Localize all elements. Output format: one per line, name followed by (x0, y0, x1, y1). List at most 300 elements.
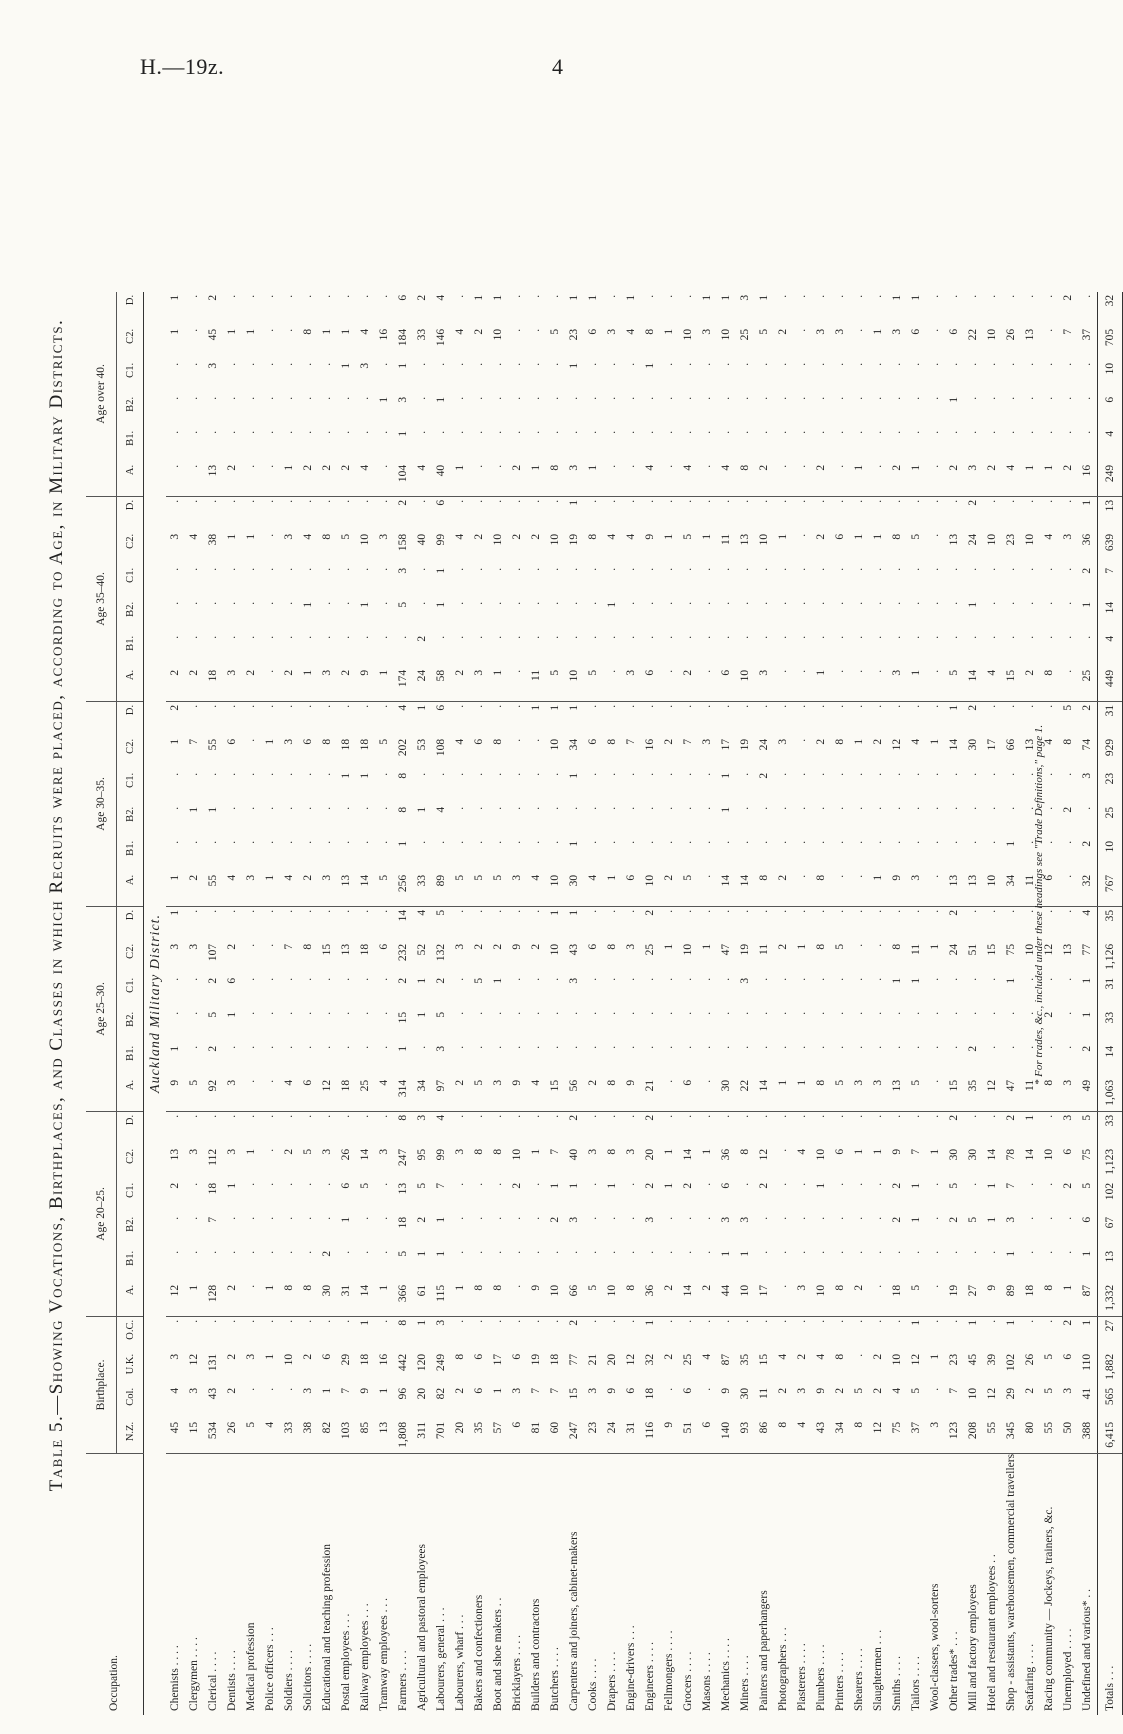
value-cell: . (777, 567, 789, 571)
value-cell: . (1024, 362, 1036, 366)
value-cell: 4 (416, 909, 428, 916)
value-cell: 12 (983, 1077, 1002, 1112)
value-cell: . (1062, 396, 1074, 400)
value-cell: . (872, 1216, 884, 1220)
value-cell: 81 (527, 1419, 546, 1454)
value-cell: 5 (416, 1182, 428, 1189)
value-cell: . (891, 362, 903, 366)
value-cell: . (853, 909, 865, 913)
value-cell: . (625, 635, 637, 639)
value-cell: 1 (397, 430, 409, 437)
value-cell: 2 (774, 872, 793, 907)
value-cell: . (853, 328, 865, 332)
value-cell: . (1043, 601, 1055, 605)
value-cell: . (1062, 362, 1074, 366)
value-cell: . (815, 601, 827, 605)
value-cell: . (967, 396, 979, 400)
value-cell: . (834, 567, 846, 571)
value-cell: 74 (1081, 738, 1093, 751)
value-cell: . (549, 294, 561, 298)
value-cell: . (530, 806, 542, 810)
value-cell: . (264, 1319, 276, 1323)
value-cell: . (929, 567, 941, 571)
occupation-cell: Soldiers . . . . (280, 1453, 299, 1715)
value-cell: 9 (606, 1387, 618, 1394)
value-cell: 1 (245, 533, 257, 540)
value-cell: . (169, 1216, 181, 1220)
value-cell: . (473, 1216, 485, 1220)
value-cell: 1 (663, 533, 675, 540)
value-cell: 1 (568, 840, 580, 847)
value-cell: 4 (280, 1077, 299, 1112)
value-cell: . (359, 977, 371, 981)
value-cell: . (853, 1353, 865, 1357)
value-cell: 6 (299, 1077, 318, 1112)
value-cell: 1 (527, 462, 546, 497)
value-cell: . (226, 499, 238, 503)
value-cell: . (188, 1011, 200, 1015)
occupation-cell: Painters and paperhangers (755, 1453, 774, 1715)
value-cell: 66 (565, 1282, 584, 1317)
value-cell: 2 (207, 294, 219, 301)
value-cell: . (264, 396, 276, 400)
value-cell: 4 (435, 1114, 447, 1121)
value-cell: 8 (1040, 667, 1059, 702)
value-cell: 21 (587, 1353, 599, 1366)
value-cell: . (1024, 1182, 1036, 1186)
value-cell: . (815, 499, 827, 503)
value-cell: . (986, 567, 998, 571)
value-cell: . (283, 1045, 295, 1049)
value-cell: . (207, 430, 219, 434)
value-cell: . (1043, 567, 1055, 571)
value-cell: 6 (679, 1077, 698, 1112)
value-cell: . (1062, 635, 1074, 639)
value-cell: 2 (891, 1216, 903, 1223)
value-cell: . (473, 806, 485, 810)
value-cell: . (454, 704, 466, 708)
value-cell: . (663, 362, 675, 366)
value-cell: 51 (967, 943, 979, 956)
value-cell: . (359, 635, 371, 639)
value-cell: . (359, 1011, 371, 1015)
value-cell: 2 (1081, 567, 1093, 574)
value-cell: . (606, 1114, 618, 1118)
value-cell: 1 (435, 601, 447, 608)
value-cell: . (530, 567, 542, 571)
value-cell: . (644, 499, 656, 503)
value-cell: . (701, 1319, 713, 1323)
value-cell: 1 (397, 1045, 409, 1052)
value-cell: . (758, 362, 770, 366)
value-cell: . (606, 430, 618, 434)
value-cell: . (720, 1114, 732, 1118)
value-cell: . (283, 362, 295, 366)
value-cell: 3 (625, 943, 637, 950)
value-cell: 1 (321, 1387, 333, 1394)
value-cell: . (549, 840, 561, 844)
value-cell: . (777, 1148, 789, 1152)
value-cell: . (321, 977, 333, 981)
value-cell: . (587, 977, 599, 981)
value-cell: . (831, 667, 850, 702)
value-cell: . (834, 806, 846, 810)
value-cell: . (302, 977, 314, 981)
value-cell: 1 (226, 1011, 238, 1018)
value-cell: 5 (549, 328, 561, 335)
value-cell: . (606, 704, 618, 708)
value-cell: 5 (451, 872, 470, 907)
value-cell: . (739, 1114, 751, 1118)
value-cell: 1 (701, 533, 713, 540)
value-cell: . (492, 362, 504, 366)
value-cell: 2 (397, 977, 409, 984)
value-cell: . (739, 1011, 751, 1015)
value-cell: . (378, 1182, 390, 1186)
value-cell: . (986, 635, 998, 639)
value-cell: 3 (739, 1216, 751, 1223)
value-cell: . (283, 1182, 295, 1186)
value-cell: . (435, 772, 447, 776)
value-cell: . (986, 840, 998, 844)
value-cell: . (603, 462, 622, 497)
value-cell: 1 (359, 1319, 371, 1326)
value-cell: . (758, 1045, 770, 1049)
value-cell: . (625, 1250, 637, 1254)
value-cell: 1,808 (394, 1419, 413, 1454)
value-cell: 8 (831, 1282, 850, 1317)
value-cell: 9 (166, 1077, 185, 1112)
value-cell: 14 (679, 1282, 698, 1317)
value-cell: . (1062, 1216, 1074, 1220)
value-cell: . (720, 499, 732, 503)
value-cell: 6 (587, 943, 599, 950)
value-cell: . (1081, 362, 1093, 366)
value-cell: 2 (945, 462, 964, 497)
value-cell: . (698, 872, 717, 907)
value-cell: 366 (394, 1282, 413, 1317)
value-cell: . (245, 1387, 257, 1391)
value-cell: 8 (606, 943, 618, 950)
value-cell: 5 (907, 1282, 926, 1317)
value-cell: . (682, 1319, 694, 1323)
occupation-cell: Cooks . . . . (584, 1453, 603, 1715)
value-cell: . (264, 533, 276, 537)
value-cell: . (226, 430, 238, 434)
value-cell: 12 (625, 1353, 637, 1366)
value-cell: . (530, 1114, 542, 1118)
value-cell: 7 (435, 1182, 447, 1189)
value-cell: 2 (454, 1387, 466, 1394)
value-cell: 7 (1062, 328, 1074, 335)
value-cell: . (777, 1045, 789, 1049)
value-cell: . (587, 1319, 599, 1323)
column-sub-header: D. (117, 496, 144, 531)
value-cell: . (872, 840, 884, 844)
value-cell: 8 (812, 872, 831, 907)
value-cell: 26 (1024, 1353, 1036, 1366)
value-cell: 80 (1021, 1419, 1040, 1454)
value-cell: 66 (1005, 738, 1017, 751)
value-cell: 2 (299, 462, 318, 497)
occupation-cell: Mill and factory employees (964, 1453, 983, 1715)
value-cell: 1 (340, 1216, 352, 1223)
column-sub-header: B1. (117, 1043, 144, 1077)
value-cell: . (454, 362, 466, 366)
value-cell: . (701, 601, 713, 605)
page-number: 4 (552, 54, 563, 79)
value-cell: 23 (584, 1419, 603, 1454)
value-cell: . (663, 635, 675, 639)
value-cell: 1 (245, 328, 257, 335)
value-cell: 2 (1081, 704, 1093, 711)
value-cell: . (568, 1045, 580, 1049)
value-cell: . (986, 704, 998, 708)
value-cell: 9 (815, 1387, 827, 1394)
value-cell: . (891, 840, 903, 844)
table-row (280, 292, 299, 1715)
value-cell: . (701, 1114, 713, 1118)
value-cell: 3 (318, 667, 337, 702)
value-cell: 1 (359, 772, 371, 779)
value-cell: . (188, 328, 200, 332)
table-row (185, 292, 204, 1715)
value-cell: . (1043, 294, 1055, 298)
value-cell: 6 (302, 738, 314, 745)
value-cell: . (1024, 704, 1036, 708)
value-cell: . (549, 499, 561, 503)
value-cell: 13 (337, 872, 356, 907)
value-cell: . (606, 396, 618, 400)
value-cell: . (853, 1216, 865, 1220)
value-cell: . (283, 430, 295, 434)
value-cell: . (169, 396, 181, 400)
value-cell: 8 (834, 738, 846, 745)
value-cell: 1 (489, 667, 508, 702)
value-cell: 7 (910, 1148, 922, 1155)
value-cell: . (663, 909, 675, 913)
value-cell: . (793, 872, 812, 907)
value-cell: . (872, 567, 884, 571)
value-cell: 89 (1002, 1282, 1021, 1317)
value-cell: . (568, 567, 580, 571)
value-cell: 1 (169, 909, 181, 916)
value-cell: 13 (1098, 1248, 1123, 1282)
value-cell: 3 (625, 1148, 637, 1155)
value-cell: 5 (397, 1250, 409, 1257)
occupation-cell: Other trades* . . . (945, 1453, 964, 1715)
value-cell: . (207, 601, 219, 605)
value-cell: . (587, 1250, 599, 1254)
value-cell: 140 (717, 1419, 736, 1454)
value-cell: 33 (416, 328, 428, 341)
value-cell: 4 (435, 806, 447, 813)
value-cell: 1 (435, 567, 447, 574)
value-cell: . (682, 1114, 694, 1118)
value-cell: 3 (489, 1077, 508, 1112)
value-cell: . (872, 772, 884, 776)
value-cell: 6 (1081, 1216, 1093, 1223)
value-cell: 1 (492, 1387, 504, 1394)
value-cell: 40 (568, 1148, 580, 1161)
value-cell: . (321, 430, 333, 434)
occupation-cell: Shearers . . . . (850, 1453, 869, 1715)
value-cell: . (245, 294, 257, 298)
value-cell: 33 (1098, 1009, 1123, 1043)
table-row (489, 292, 508, 1715)
value-cell: . (378, 772, 390, 776)
value-cell: 7 (549, 1148, 561, 1155)
value-cell: . (568, 601, 580, 605)
value-cell: . (625, 1114, 637, 1118)
value-cell: . (188, 567, 200, 571)
value-cell: . (264, 977, 276, 981)
value-cell: . (869, 462, 888, 497)
value-cell: . (226, 704, 238, 708)
occupation-cell: Tailors . . . . (907, 1453, 926, 1715)
column-sub-header: C2. (117, 531, 144, 565)
value-cell: . (302, 294, 314, 298)
value-cell: 8 (622, 1282, 641, 1317)
value-cell: 10 (983, 872, 1002, 907)
value-cell: 14 (986, 1148, 998, 1161)
value-cell: . (929, 499, 941, 503)
occupation-cell: Dentists . . . . (223, 1453, 242, 1715)
value-cell: 1,063 (1098, 1077, 1123, 1112)
value-cell: . (1062, 499, 1074, 503)
value-cell: . (511, 601, 523, 605)
value-cell: 17 (492, 1353, 504, 1366)
value-cell: . (302, 499, 314, 503)
value-cell: . (1043, 1182, 1055, 1186)
value-cell: 8 (492, 738, 504, 745)
value-cell: . (774, 1282, 793, 1317)
value-cell: . (948, 1045, 960, 1049)
value-cell: . (416, 567, 428, 571)
value-cell: 1 (872, 533, 884, 540)
value-cell: 86 (755, 1419, 774, 1454)
table-row (736, 292, 755, 1715)
column-sub-header: D. (117, 701, 144, 736)
value-cell: . (815, 294, 827, 298)
value-cell: . (264, 430, 276, 434)
value-cell: . (1024, 430, 1036, 434)
value-cell: 1 (1059, 1282, 1078, 1317)
value-cell: . (549, 1114, 561, 1118)
value-cell: 34 (1002, 872, 1021, 907)
value-cell: 3 (416, 1114, 428, 1121)
value-cell: . (625, 567, 637, 571)
value-cell: 4 (584, 872, 603, 907)
value-cell: . (283, 909, 295, 913)
value-cell: . (986, 806, 998, 810)
value-cell: . (606, 1216, 618, 1220)
value-cell: 2 (948, 909, 960, 916)
value-cell: 3 (321, 1148, 333, 1155)
value-cell: . (796, 1045, 808, 1049)
value-cell: . (625, 1182, 637, 1186)
value-cell: . (910, 1045, 922, 1049)
value-cell: 8 (299, 1282, 318, 1317)
document-id: H.—19z. (140, 54, 225, 79)
value-cell: 6 (698, 1419, 717, 1454)
value-cell: 41 (1081, 1387, 1093, 1400)
value-cell: . (891, 499, 903, 503)
value-cell: 77 (1081, 943, 1093, 956)
value-cell: . (340, 840, 352, 844)
value-cell: 8 (834, 1353, 846, 1360)
value-cell: . (340, 704, 352, 708)
value-cell: . (264, 635, 276, 639)
value-cell: . (1005, 567, 1017, 571)
value-cell: . (663, 396, 675, 400)
value-cell: . (473, 635, 485, 639)
value-cell: 705 (1098, 326, 1123, 360)
value-cell: 31 (622, 1419, 641, 1454)
value-cell: . (169, 601, 181, 605)
value-cell: 1 (375, 1282, 394, 1317)
occupation-cell: Smiths . . . . (888, 1453, 907, 1715)
value-cell: 2 (815, 533, 827, 540)
value-cell: 8 (755, 872, 774, 907)
value-cell: . (264, 1148, 276, 1152)
value-cell: 1 (948, 704, 960, 711)
occupation-cell: Labourers, general . . . (432, 1453, 451, 1715)
value-cell: . (416, 499, 428, 503)
value-cell: . (340, 499, 352, 503)
value-cell: 25 (682, 1353, 694, 1366)
value-cell: . (929, 704, 941, 708)
value-cell: . (682, 635, 694, 639)
value-cell: 10 (283, 1353, 295, 1366)
value-cell: 2 (166, 667, 185, 702)
value-cell: 2 (1081, 1045, 1093, 1052)
occupation-cell: Racing community — Jockeys, trainers, &c. (1040, 1453, 1059, 1715)
value-cell: . (454, 1045, 466, 1049)
value-cell: . (739, 362, 751, 366)
value-cell: . (853, 430, 865, 434)
value-cell: . (226, 1216, 238, 1220)
value-cell: . (435, 635, 447, 639)
value-cell: 4 (793, 1419, 812, 1454)
value-cell: . (1062, 772, 1074, 776)
value-cell: . (758, 806, 770, 810)
value-cell: . (625, 362, 637, 366)
value-cell: 77 (568, 1353, 580, 1366)
value-cell: . (340, 1319, 352, 1323)
value-cell: . (625, 1011, 637, 1015)
value-cell: 20 (644, 1148, 656, 1161)
value-cell: 6 (508, 1419, 527, 1454)
value-cell: . (245, 1114, 257, 1118)
value-cell: 115 (432, 1282, 451, 1317)
value-cell: . (378, 601, 390, 605)
totals-row (1098, 292, 1123, 1715)
value-cell: 19 (945, 1282, 964, 1317)
value-cell: 31 (337, 1282, 356, 1317)
value-cell: . (872, 1319, 884, 1323)
value-cell: 5 (397, 601, 409, 608)
value-cell: 3 (283, 738, 295, 745)
value-cell: . (321, 294, 333, 298)
value-cell: . (511, 1319, 523, 1323)
value-cell: 5 (470, 872, 489, 907)
value-cell: . (701, 1250, 713, 1254)
column-sub-header: A. (117, 667, 144, 702)
value-cell: . (188, 1319, 200, 1323)
value-cell: . (226, 1250, 238, 1254)
value-cell: . (245, 1045, 257, 1049)
